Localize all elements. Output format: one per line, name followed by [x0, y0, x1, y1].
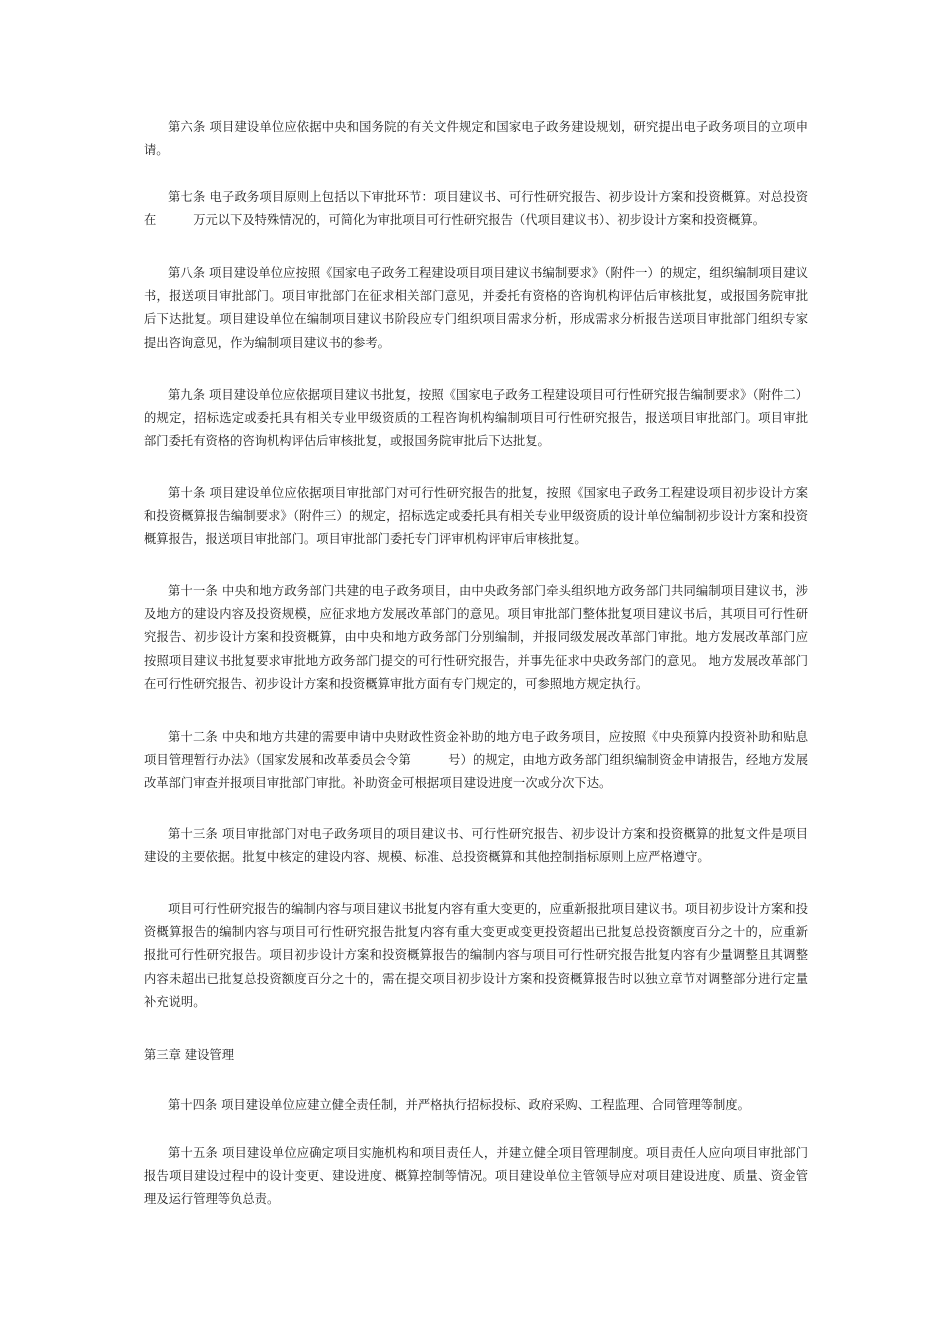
article-11: 第十一条 中央和地方政务部门共建的电子政务项目，由中央政务部门牵头组织地方政务部门共同编制项目建议书，涉及地方的建设内容及投资规模，应征求地方发展改革部门的意见。项目审批部门整体批复项目建议书后，其项目可行性研究报告、初步设计方案和投资概算，由中央和地方政务部门分别编制，并报同级发展改革部门审批。地方发展改革部门应按照项目建议书批复要求审批地方政务部门提交的可行性研究报告，并事先征求中央政务部门的意见。 地方发展改革部门在可行性研究报告、初步设计方案和投资概算审批方面有专门规定的，可参照地方规定执行。 [144, 584, 808, 691]
article-10: 第十条 项目建设单位应依据项目审批部门对可行性研究报告的批复，按照《国家电子政务工程建设项目初步设计方案和投资概算报告编制要求》（附件三）的规定，招标选定或委托具有相关专业甲级资质的设计单位编制初步设计方案和投资概算报告，报送项目审批部门。项目审批部门委托专门评审机构评审后审核批复。 [144, 486, 808, 547]
article-15: 第十五条 项目建设单位应确定项目实施机构和项目责任人，并建立健全项目管理制度。项目责任人应向项目审批部门报告项目建设过程中的设计变更、建设进度、概算控制等情况。项目建设单位主管领导应对项目建设进度、质量、资金管理及运行管理等负总责。 [144, 1146, 808, 1207]
article-8: 第八条 项目建设单位应按照《国家电子政务工程建设项目项目建议书编制要求》（附件一）的规定，组织编制项目建议书，报送项目审批部门。项目审批部门在征求相关部门意见，并委托有资格的咨询机构评估后审核批复，或报国务院审批后下达批复。项目建设单位在编制项目建议书阶段应专门组织项目需求分析，形成需求分析报告送项目审批部门组织专家提出咨询意见，作为编制项目建议书的参考。 [144, 266, 808, 350]
article-7: 第七条 电子政务项目原则上包括以下审批环节：项目建议书、可行性研究报告、初步设计方案和投资概算。对总投资在 万元以下及特殊情况的，可简化为审批项目可行性研究报告（代项目建议书）、初步设计方案和投资概算。 [144, 190, 808, 228]
article-13: 第十三条 项目审批部门对电子政务项目的项目建议书、可行性研究报告、初步设计方案和投资概算的批复文件是项目建设的主要依据。批复中核定的建设内容、规模、标准、总投资概算和其他控制指标原则上应严格遵守。 [144, 827, 808, 865]
article-6: 第六条 项目建设单位应依据中央和国务院的有关文件规定和国家电子政务建设规划，研究提出电子政务项目的立项申请。 [144, 120, 808, 158]
article-14: 第十四条 项目建设单位应建立健全责任制，并严格执行招标投标、政府采购、工程监理、合同管理等制度。 [168, 1098, 750, 1112]
article-12: 第十二条 中央和地方共建的需要申请中央财政性资金补助的地方电子政务项目，应按照《中央预算内投资补助和贴息项目管理暂行办法》（国家发展和改革委员会令第 号）的规定，由地方政务部门组织编制资金申请报告，经地方发展改革部门审查并报项目审批部门审批。补助资金可根据项目建设进度一次或分次下达。 [144, 730, 808, 791]
chapter-3-heading: 第三章 建设管理 [144, 1048, 234, 1062]
article-13-continuation: 项目可行性研究报告的编制内容与项目建议书批复内容有重大变更的，应重新报批项目建议书。项目初步设计方案和投资概算报告的编制内容与项目可行性研究报告批复内容有重大变更或变更投资超出已批复总投资额度百分之十的，应重新报批可行性研究报告。项目初步设计方案和投资概算报告的编制内容与项目可行性研究报告批复内容有少量调整且其调整内容未超出已批复总投资额度百分之十的，需在提交项目初步设计方案和投资概算报告时以独立章节对调整部分进行定量补充说明。 [144, 902, 808, 1009]
article-9: 第九条 项目建设单位应依据项目建议书批复，按照《国家电子政务工程建设项目可行性研究报告编制要求》（附件二）的规定，招标选定或委托具有相关专业甲级资质的工程咨询机构编制项目可行性研究报告，报送项目审批部门。项目审批部门委托有资格的咨询机构评估后审核批复，或报国务院审批后下达批复。 [144, 388, 808, 449]
